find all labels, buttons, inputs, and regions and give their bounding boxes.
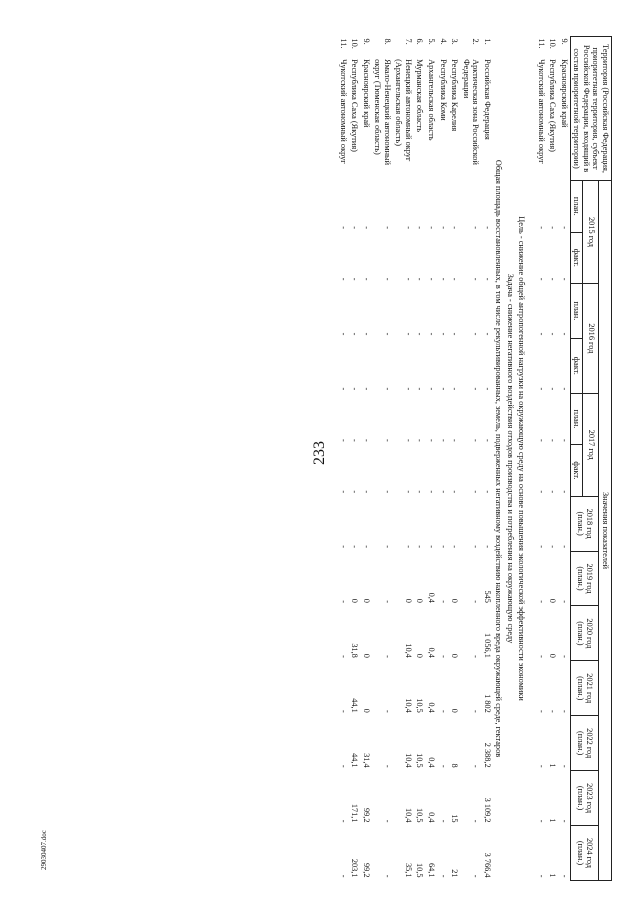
value-cell: -: [471, 764, 481, 768]
value-cell: -: [415, 332, 425, 336]
value-cell: 0,4: [427, 812, 437, 823]
table-row: [460, 37, 481, 881]
value-cell: -: [536, 226, 546, 230]
value-cell: -: [403, 332, 413, 336]
value-cell: -: [471, 655, 481, 658]
territory-name: Чукотский автономный округ: [536, 59, 546, 164]
value-cell: -: [350, 545, 360, 549]
value-cell: -: [361, 226, 371, 230]
value-cell: -: [350, 387, 360, 391]
value-cell: -: [382, 438, 392, 442]
value-cell: -: [471, 819, 481, 823]
value-cell: -: [350, 490, 360, 494]
territory-name: Республика Саха (Якутия): [350, 59, 360, 152]
value-cell: -: [382, 874, 392, 878]
row-number: 5.: [427, 38, 437, 45]
territory-name: Республика Коми: [438, 59, 448, 121]
value-cell: -: [559, 874, 569, 878]
year-2015-header: 2015 год: [583, 181, 599, 284]
value-cell: 545: [482, 590, 492, 603]
value-cell: -: [438, 226, 448, 230]
value-cell: -: [338, 709, 348, 713]
value-cell: -: [471, 277, 481, 281]
plan-subheader: план.: [570, 181, 583, 232]
fact-subheader: факт.: [570, 232, 583, 283]
value-cell: -: [471, 874, 481, 878]
indicators-table: [337, 36, 612, 881]
values-title: Значения показателей: [599, 181, 612, 881]
value-cell: -: [450, 387, 460, 391]
value-cell: -: [415, 438, 425, 442]
territory-name: Красноярский край: [361, 59, 371, 128]
value-cell: -: [482, 387, 492, 391]
value-cell: -: [403, 226, 413, 230]
value-cell: 0: [350, 598, 360, 603]
row-number: 11.: [536, 38, 546, 49]
value-cell: -: [382, 226, 392, 230]
value-cell: -: [536, 332, 546, 336]
value-cell: -: [438, 545, 448, 549]
value-cell: -: [559, 438, 569, 442]
table-row: [349, 37, 361, 881]
row-number: 10.: [350, 38, 360, 49]
value-cell: -: [559, 226, 569, 230]
value-cell: -: [482, 438, 492, 442]
value-cell: 10,4: [403, 807, 413, 823]
table-row: [426, 37, 438, 881]
value-cell: -: [361, 490, 371, 494]
value-cell: -: [382, 600, 392, 603]
territory-name: Мурманская область: [415, 59, 425, 132]
value-cell: -: [450, 545, 460, 549]
value-cell: -: [471, 226, 481, 230]
value-cell: -: [450, 277, 460, 281]
value-cell: -: [382, 819, 392, 823]
value-cell: -: [536, 600, 546, 603]
value-cell: 10,5: [415, 698, 425, 713]
value-cell: -: [427, 277, 437, 281]
value-cell: -: [438, 600, 448, 603]
value-cell: -: [471, 490, 481, 494]
value-cell: 1 056,1: [482, 632, 492, 658]
value-cell: -: [403, 490, 413, 494]
value-cell: -: [382, 709, 392, 713]
value-cell: -: [438, 332, 448, 336]
fact-subheader: факт.: [570, 338, 583, 393]
territory-name: Российская Федерация: [482, 59, 492, 140]
value-cell: -: [536, 709, 546, 713]
value-cell: -: [548, 387, 558, 391]
value-cell: -: [471, 332, 481, 336]
value-cell: -: [548, 709, 558, 713]
value-cell: -: [415, 387, 425, 391]
value-cell: -: [536, 655, 546, 658]
table-row: [449, 37, 461, 881]
value-cell: -: [338, 387, 348, 391]
row-number: 9.: [559, 38, 569, 45]
value-cell: -: [559, 709, 569, 713]
value-cell: -: [471, 600, 481, 603]
value-cell: -: [403, 277, 413, 281]
plan-year-header: 2021 год (план.): [570, 661, 599, 716]
value-cell: -: [382, 277, 392, 281]
rotated-table-container: [112, 36, 612, 881]
value-cell: 203,1: [350, 858, 360, 878]
value-cell: -: [338, 874, 348, 878]
value-cell: -: [361, 277, 371, 281]
row-number: 4.: [438, 38, 448, 45]
value-cell: 44,1: [350, 698, 360, 713]
table-body-main: [337, 37, 492, 881]
value-cell: 31,4: [361, 753, 371, 768]
value-cell: 21: [450, 869, 460, 878]
table-row: [481, 37, 493, 881]
value-cell: -: [382, 332, 392, 336]
value-cell: -: [338, 600, 348, 603]
value-cell: 10,5: [415, 862, 425, 878]
value-cell: -: [482, 332, 492, 336]
value-cell: -: [559, 655, 569, 658]
value-cell: -: [450, 490, 460, 494]
row-number: 8.: [382, 38, 392, 45]
value-cell: -: [438, 438, 448, 442]
table-row: [360, 37, 372, 881]
value-cell: -: [548, 277, 558, 281]
value-cell: 8: [450, 763, 460, 768]
value-cell: 2 388,2: [482, 742, 492, 768]
value-cell: -: [482, 545, 492, 549]
value-cell: -: [361, 545, 371, 549]
territory-name: Ямало-Ненецкий автономный округ (Тюменская область): [373, 59, 392, 166]
row-number: 1.: [482, 38, 492, 45]
value-cell: 15: [450, 814, 460, 823]
value-cell: -: [438, 387, 448, 391]
value-cell: -: [438, 655, 448, 658]
value-cell: -: [559, 600, 569, 603]
value-cell: -: [471, 545, 481, 549]
value-cell: 0: [415, 598, 425, 603]
row-number: 9.: [361, 38, 371, 45]
value-cell: -: [403, 387, 413, 391]
value-cell: -: [536, 545, 546, 549]
value-cell: -: [415, 490, 425, 494]
value-cell: 99,2: [361, 807, 371, 823]
value-cell: -: [536, 764, 546, 768]
table-body-top: [535, 37, 570, 881]
territory-name: Архангельская область: [427, 59, 437, 141]
territory-name: Арктическая зона Российской Федерации: [461, 59, 481, 165]
value-cell: 0: [361, 598, 371, 603]
value-cell: -: [438, 709, 448, 713]
value-cell: 0: [450, 653, 460, 658]
value-cell: -: [536, 819, 546, 823]
value-cell: 99,2: [361, 862, 371, 878]
value-cell: -: [482, 277, 492, 281]
table-row: [437, 37, 449, 881]
plan-year-header: 2018 год (план.): [570, 496, 599, 551]
table-row: [337, 37, 349, 881]
value-cell: 0: [415, 653, 425, 658]
value-cell: -: [471, 709, 481, 713]
row-number: 2.: [471, 38, 481, 45]
value-cell: 44,1: [350, 753, 360, 768]
value-cell: -: [427, 545, 437, 549]
fact-subheader: факт.: [570, 445, 583, 496]
value-cell: 1: [548, 818, 558, 823]
value-cell: 1: [548, 873, 558, 878]
value-cell: -: [536, 277, 546, 281]
page-number: 233: [311, 441, 328, 465]
table-header: [570, 37, 611, 881]
value-cell: -: [415, 545, 425, 549]
value-cell: -: [482, 226, 492, 230]
plan-subheader: план.: [570, 283, 583, 338]
value-cell: -: [438, 874, 448, 878]
value-cell: -: [350, 226, 360, 230]
value-cell: -: [338, 655, 348, 658]
value-cell: 0,4: [427, 702, 437, 713]
value-cell: -: [536, 438, 546, 442]
value-cell: -: [559, 490, 569, 494]
territory-name: Красноярский край: [559, 59, 569, 128]
value-cell: -: [338, 819, 348, 823]
value-cell: -: [382, 490, 392, 494]
value-cell: -: [438, 490, 448, 494]
value-cell: -: [427, 332, 437, 336]
table-row: [414, 37, 426, 881]
value-cell: 0: [548, 653, 558, 658]
value-cell: 171,1: [350, 803, 360, 823]
value-cell: 1 802: [482, 694, 492, 713]
territory-name: Республика Карелия: [450, 59, 460, 132]
value-cell: 0,4: [427, 592, 437, 603]
value-cell: -: [427, 490, 437, 494]
value-cell: -: [438, 819, 448, 823]
value-cell: -: [338, 277, 348, 281]
value-cell: -: [415, 226, 425, 230]
value-cell: -: [338, 764, 348, 768]
plan-year-header: 2020 год (план.): [570, 606, 599, 661]
value-cell: -: [559, 277, 569, 281]
file-name: 29030407.doc: [40, 830, 48, 870]
value-cell: -: [548, 226, 558, 230]
value-cell: 64,1: [427, 862, 437, 878]
value-cell: -: [382, 545, 392, 549]
value-cell: 10,4: [403, 753, 413, 768]
value-cell: -: [559, 764, 569, 768]
territory-name: Чукотский автономный округ: [338, 59, 348, 164]
value-cell: -: [382, 764, 392, 768]
value-cell: -: [559, 332, 569, 336]
plan-subheader: план.: [570, 393, 583, 444]
row-number: 10.: [548, 38, 558, 49]
value-cell: -: [361, 332, 371, 336]
value-cell: -: [548, 545, 558, 549]
value-cell: -: [338, 438, 348, 442]
value-cell: -: [427, 387, 437, 391]
plan-year-header: 2024 год (план.): [570, 826, 599, 881]
table-row: [535, 37, 547, 881]
value-cell: -: [382, 655, 392, 658]
section-headings: [493, 37, 536, 881]
value-cell: 0: [450, 598, 460, 603]
territory-name: Ненецкий автономный округ (Архангельская область): [394, 59, 413, 162]
value-cell: -: [338, 490, 348, 494]
value-cell: -: [438, 764, 448, 768]
value-cell: -: [403, 438, 413, 442]
value-cell: -: [536, 387, 546, 391]
plan-year-header: 2022 год (план.): [570, 716, 599, 771]
value-cell: -: [350, 277, 360, 281]
indicator-text: Общая площадь восстановленных, в том числе рекультивированных, земель, подверженных негативному воздействию накопленного вреда окружающей среде, гектаров: [494, 159, 504, 758]
row-number: 11.: [338, 38, 348, 49]
table-row: [393, 37, 414, 881]
value-cell: -: [548, 332, 558, 336]
value-cell: 0,4: [427, 647, 437, 658]
task-text: Задача - снижение негативного воздействия отходов производства и потребления на окружающую среду: [505, 273, 515, 644]
value-cell: -: [536, 874, 546, 878]
value-cell: -: [471, 438, 481, 442]
value-cell: 0: [450, 708, 460, 713]
value-cell: -: [350, 438, 360, 442]
value-cell: -: [559, 819, 569, 823]
value-cell: -: [536, 490, 546, 494]
value-cell: -: [338, 226, 348, 230]
value-cell: -: [427, 438, 437, 442]
value-cell: -: [548, 490, 558, 494]
value-cell: 10,5: [415, 753, 425, 768]
value-cell: -: [450, 438, 460, 442]
value-cell: 0: [403, 598, 413, 603]
value-cell: -: [361, 438, 371, 442]
table-row: [372, 37, 393, 881]
row-number: 6.: [415, 38, 425, 45]
territory-header: Территория (Российская Федерация, приоритетная территория, субъект Российской Федерации, входящий в состав приоритетной территории): [570, 37, 611, 181]
value-cell: -: [471, 387, 481, 391]
value-cell: -: [559, 545, 569, 549]
table-row: [547, 37, 559, 881]
value-cell: 1: [548, 763, 558, 768]
value-cell: 10,4: [403, 698, 413, 713]
value-cell: 31,8: [350, 643, 360, 658]
value-cell: 0: [548, 598, 558, 603]
value-cell: -: [415, 277, 425, 281]
territory-name: Республика Саха (Якутия): [548, 59, 558, 152]
table-row: [558, 37, 570, 881]
row-number: 7.: [403, 38, 413, 45]
value-cell: -: [450, 332, 460, 336]
value-cell: -: [403, 545, 413, 549]
value-cell: 35,1: [403, 862, 413, 878]
value-cell: -: [438, 277, 448, 281]
value-cell: 0,4: [427, 757, 437, 768]
value-cell: -: [450, 226, 460, 230]
value-cell: -: [427, 226, 437, 230]
value-cell: 0: [361, 653, 371, 658]
value-cell: -: [350, 332, 360, 336]
value-cell: -: [559, 387, 569, 391]
value-cell: 10,4: [403, 643, 413, 658]
year-2016-header: 2016 год: [583, 283, 599, 393]
value-cell: -: [382, 387, 392, 391]
value-cell: -: [482, 490, 492, 494]
plan-year-header: 2019 год (план.): [570, 551, 599, 606]
goal-text: Цель - снижение общей антропогенной нагрузки на окружающую среду на основе повышения экологической эффективности экономики: [517, 216, 527, 701]
value-cell: 0: [361, 708, 371, 713]
value-cell: 10,5: [415, 807, 425, 823]
value-cell: -: [548, 438, 558, 442]
value-cell: 3 766,4: [482, 852, 492, 878]
value-cell: -: [361, 387, 371, 391]
plan-year-header: 2023 год (план.): [570, 771, 599, 826]
value-cell: -: [338, 332, 348, 336]
value-cell: 3 109,2: [482, 797, 492, 823]
value-cell: -: [338, 545, 348, 549]
row-number: 3.: [450, 38, 460, 45]
year-2017-header: 2017 год: [583, 393, 599, 496]
